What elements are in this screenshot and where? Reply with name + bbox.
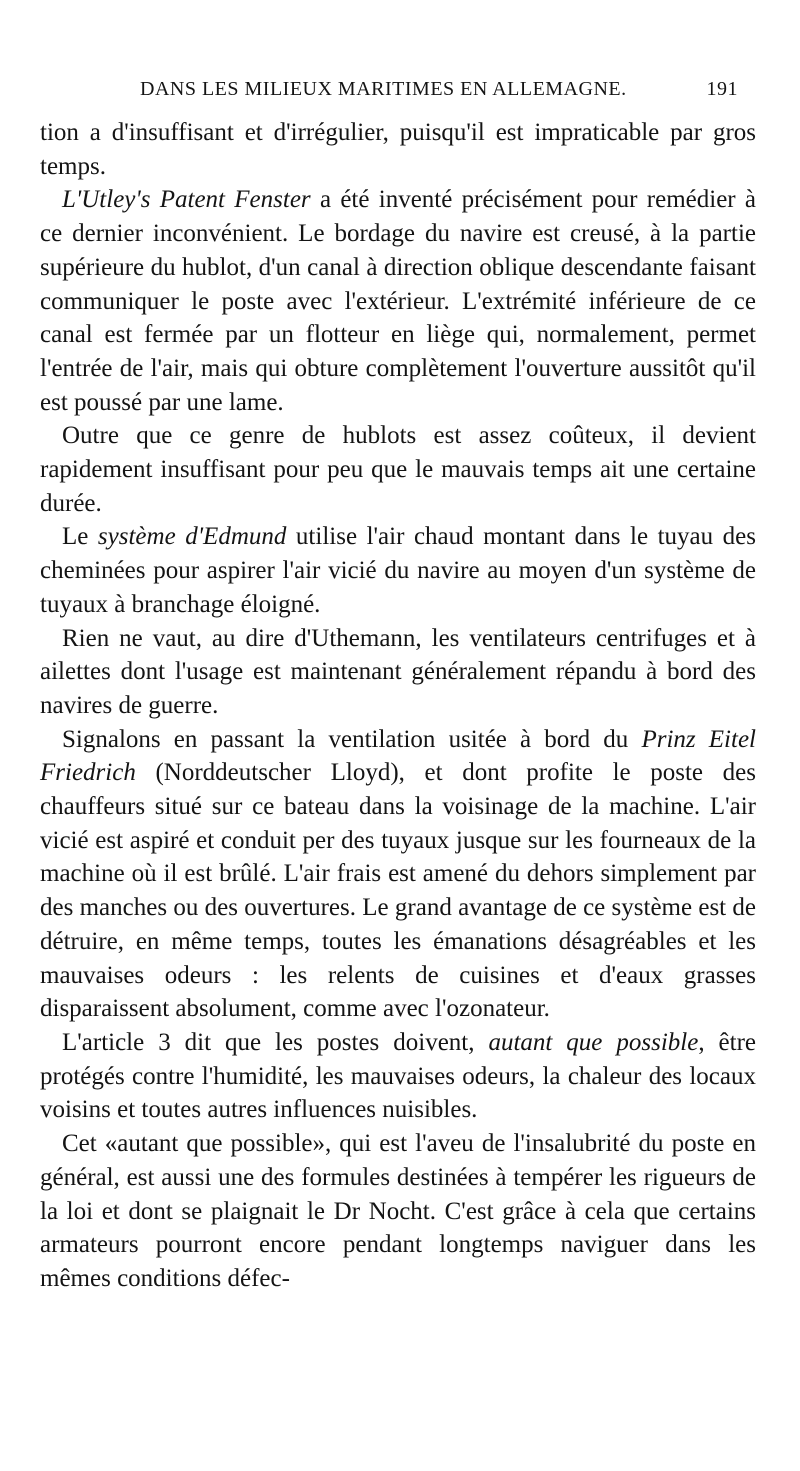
- paragraph-7-italic: autant que possible: [488, 1028, 699, 1056]
- paragraph-6-italic: Prinz Eitel Friedrich: [40, 725, 756, 787]
- body-text: [40, 116, 756, 1296]
- paragraph-1-text: tion a d'insuffisant et d'irrégulier, puisqu'il est impraticable par gros temps.: [40, 119, 756, 180]
- paragraph-4-text: utilise l'air chaud montant dans le tuyau des cheminées pour aspirer l'air vicié du navire au moyen d'un système de tuyaux à branchage éloigné.: [40, 523, 757, 618]
- running-head-title: DANS LES MILIEUX MARITIMES EN ALLEMAGNE.: [140, 78, 627, 100]
- paragraph-8: [40, 1127, 756, 1296]
- paragraph-2: [40, 183, 756, 419]
- paragraph-7-before: L'article 3 dit que les postes doivent,: [62, 1028, 489, 1056]
- paragraph-8-text: Cet «autant que possible», qui est l'aveu de l'insalubrité du poste en général, est aussi une des formules destinées à tempérer les rigueurs de la loi et dont se plaignait le Dr Nocht. C'est grâce à cela que certains armateurs pourront encore pendant longtemps naviguer dans les mêmes conditions défec-: [40, 1130, 756, 1292]
- paragraph-3: [40, 419, 756, 520]
- running-head: [118, 78, 738, 106]
- paragraph-4: [40, 520, 756, 621]
- paragraph-2-italic: L'Utley's Patent Fenster: [62, 186, 311, 214]
- paragraph-7: [40, 1026, 756, 1127]
- paragraph-6: [40, 723, 756, 1026]
- page-number: 191: [706, 78, 738, 100]
- paragraph-5: [40, 622, 756, 723]
- paragraph-5-text: Rien ne vaut, au dire d'Uthemann, les ventilateurs centrifuges et à ailettes dont l'usage est maintenant généralement répandu à bord des navires de guerre.: [40, 624, 756, 719]
- paragraph-4-italic: système d'Edmund: [97, 523, 287, 551]
- paragraph-7-text: , être protégés contre l'humidité, les mauvaises odeurs, la chaleur des locaux voisins et toutes autres influences nuisibles.: [40, 1028, 756, 1124]
- paragraph-2-text: a été inventé précisément pour remédier à ce dernier inconvénient. Le bordage du navire est creusé, à la partie supérieure du hublot, d'un canal à direction oblique descendante faisant communiquer le poste avec l'extérieur. L'extrémité inférieure de ce canal est fermée par un flotteur en liège qui, normalement, permet l'entrée de l'air, mais qui obture complètement l'ouverture aussitôt qu'il est poussé par une lame.: [40, 186, 756, 416]
- paragraph-6-before: Signalons en passant la ventilation usitée à bord du: [62, 725, 642, 753]
- paragraph-1: [40, 116, 756, 183]
- paragraph-3-text: Outre que ce genre de hublots est assez coûteux, il devient rapidement insuffisant pour peu que le mauvais temps ait une certaine durée.: [40, 422, 756, 517]
- paragraph-6-text: (Norddeutscher Lloyd), et dont profite le poste des chauffeurs situé sur ce bateau dans la voisinage de la machine. L'air vicié est aspiré et conduit per des tuyaux jusque sur les fourneaux de la machine où il est brûlé. L'air frais est amené du dehors simplement par des manches ou des ouvertures. Le grand avantage de ce système est de détruire, en même temps, toutes les émanations désagréables et les mauvaises odeurs : les relents de cuisines et d'eaux grasses disparaissent absolument, comme avec l'ozonateur.: [40, 759, 756, 1023]
- paragraph-4-before: Le: [62, 523, 98, 551]
